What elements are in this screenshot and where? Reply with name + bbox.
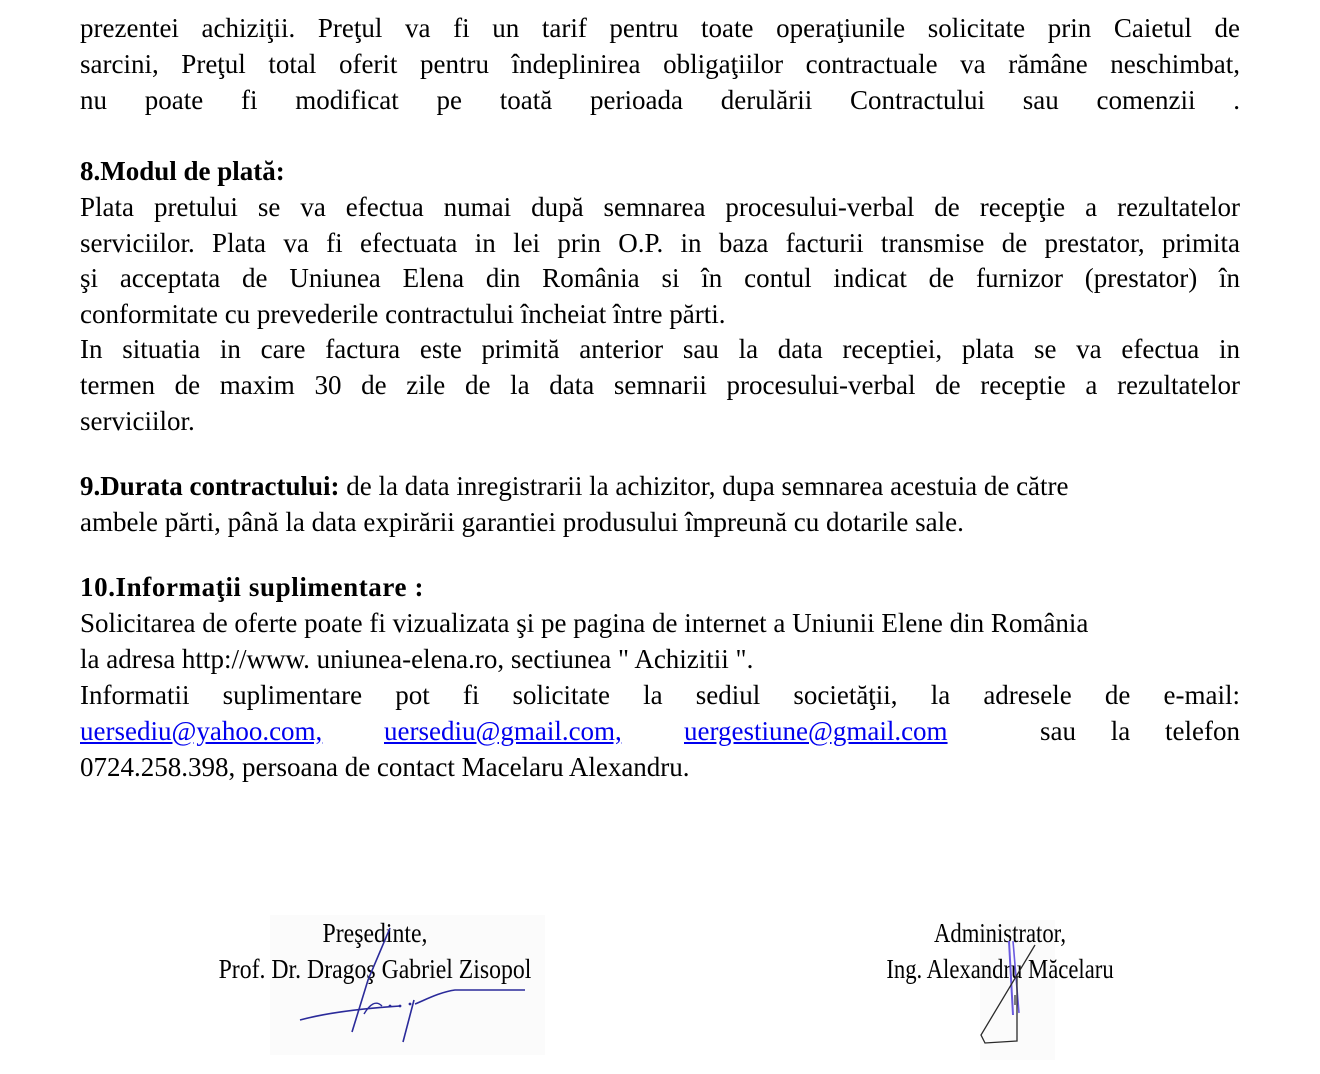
section9-heading: 9.Durata contractului:: [80, 471, 340, 501]
administrator-name: Ing. Alexandru Măcelaru: [886, 954, 1114, 984]
section9-line-1: [80, 468, 1240, 504]
section8-line-2: serviciilor. Plata va fi efectuata in lei prin O.P. in baza facturii transmise de prestator, primita: [80, 228, 1240, 258]
email-link-gmail[interactable]: uersediu@gmail.com,: [384, 716, 622, 746]
intro-line-2: sarcini, Preţul total oferit pentru îndeplinirea obligaţiilor contractuale va rămâne neschimbat,: [80, 49, 1240, 79]
section10-last-line: 0724.258.398, persoana de contact Macelaru Alexandru.: [80, 752, 690, 782]
intro-line-1: prezentei achiziţii. Preţul va fi un tarif pentru toate operaţiunile solicitate prin Caietul de: [80, 13, 1240, 43]
section8-heading: 8.Modul de plată:: [80, 156, 285, 186]
email-link-gestiune[interactable]: uergestiune@gmail.com: [684, 716, 948, 746]
section10-line-1: Solicitarea de oferte poate fi vizualizata şi pe pagina de internet a Uniunii Elene din România: [80, 608, 1089, 638]
president-title: Preşedinte,: [322, 918, 428, 948]
section8-line-7: serviciilor.: [80, 406, 195, 436]
section10-line-2: la adresa http://www. uniunea-elena.ro, sectiunea " Achizitii ".: [80, 644, 754, 674]
email-link-yahoo[interactable]: uersediu@yahoo.com,: [80, 716, 323, 746]
president-signature-icon: [290, 920, 540, 1045]
administrator-signature-icon: [975, 935, 1055, 1055]
administrator-title: Administrator,: [933, 918, 1067, 948]
section8-line-4: conformitate cu prevederile contractului încheiat între părti.: [80, 299, 726, 329]
section10-heading: 10.Informaţii suplimentare :: [80, 572, 425, 602]
section9-line-2: ambele părti, până la data expirării garantiei produsului împreună cu dotarile sale.: [80, 507, 964, 537]
section9-line-1-text: de la data inregistrarii la achizitor, dupa semnarea acestuia de către: [339, 471, 1069, 501]
president-name: Prof. Dr. Dragoş Gabriel Zisopol: [218, 954, 532, 984]
section10-line-3: Informatii suplimentare pot fi solicitate la sediul societăţii, la adresele de e-mail:: [80, 680, 1240, 710]
section8-line-3: şi acceptata de Uniunea Elena din România si în contul indicat de furnizor (prestator) în: [80, 263, 1240, 293]
intro-line-3: nu poate fi modificat pe toată perioada derulării Contractului sau comenzii .: [80, 85, 1240, 115]
phone-intro-text: sau la telefon: [1040, 716, 1240, 746]
section8-line-6: termen de maxim 30 de zile de la data semnarii procesului-verbal de receptie a rezultatelor: [80, 370, 1240, 400]
section8-line-1: Plata pretului se va efectua numai după semnarea procesului-verbal de recepţie a rezultatelor: [80, 192, 1240, 222]
section8-line-5: In situatia in care factura este primită anterior sau la data receptiei, plata se va efectua in: [80, 334, 1240, 364]
